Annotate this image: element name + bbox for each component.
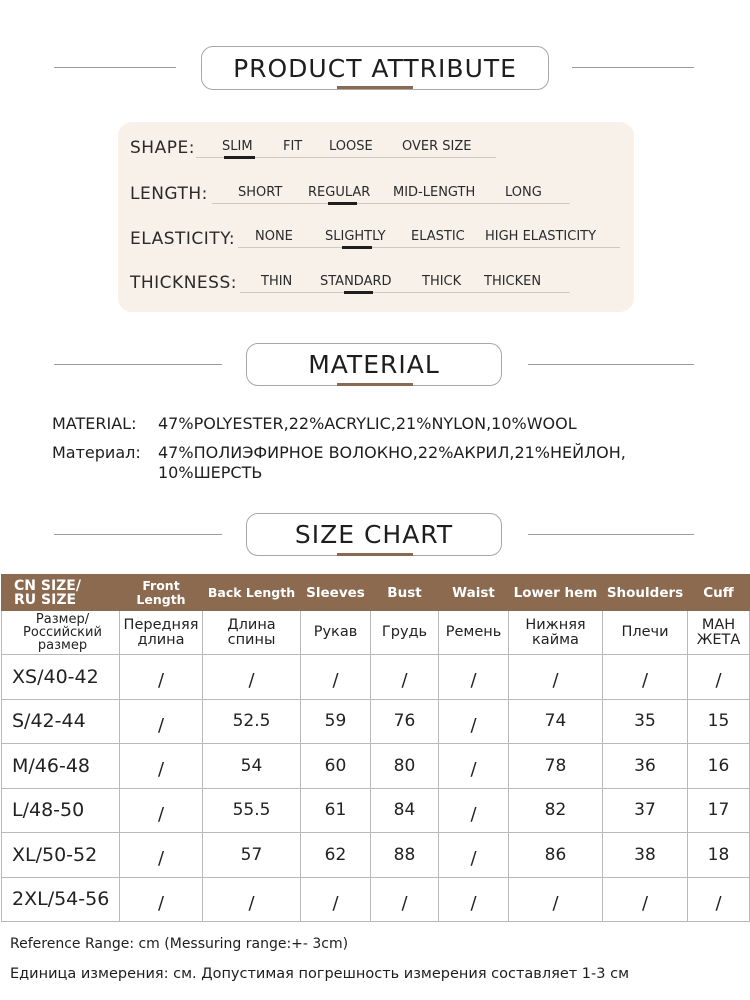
cell-waist: / xyxy=(439,699,509,744)
table-row xyxy=(2,744,750,789)
cell-cuff: 16 xyxy=(688,744,750,789)
table-row xyxy=(2,699,750,744)
cell-front-length: / xyxy=(120,655,203,700)
cell-shoulders: 36 xyxy=(603,744,688,789)
header-ru-bust: Грудь xyxy=(371,611,439,655)
length-option-long: LONG xyxy=(505,185,542,200)
cell-shoulders: / xyxy=(603,655,688,700)
header-shoulders: Shoulders xyxy=(603,575,688,611)
header-ru-cuff: МАН ЖЕТА xyxy=(688,611,750,655)
cell-waist: / xyxy=(439,833,509,878)
cell-cuff: 17 xyxy=(688,788,750,833)
material-value-ru-line2: 10%ШЕРСТЬ xyxy=(158,463,263,482)
header-back-length: Back Length xyxy=(203,575,301,611)
cell-back-length: 52.5 xyxy=(203,699,301,744)
header-waist: Waist xyxy=(439,575,509,611)
cell-cuff: 15 xyxy=(688,699,750,744)
cell-lower-hem: / xyxy=(509,655,603,700)
cell-bust: 76 xyxy=(371,699,439,744)
cell-back-length: 55.5 xyxy=(203,788,301,833)
material-label-en: MATERIAL: xyxy=(52,414,137,433)
size-header-row-ru xyxy=(2,611,750,655)
cell-size: S/42-44 xyxy=(2,699,120,744)
shape-option-slim: SLIM xyxy=(222,139,253,154)
thickness-option-standard: STANDARD xyxy=(320,274,392,289)
header-lower-hem: Lower hem xyxy=(509,575,603,611)
cell-bust: 88 xyxy=(371,833,439,878)
title-accent-underline xyxy=(337,86,413,89)
title-accent-underline xyxy=(337,553,413,556)
title-accent-underline xyxy=(337,383,413,386)
reference-range-en: Reference Range: cm (Messuring range:+- 3cm) xyxy=(10,936,349,952)
cell-lower-hem: 86 xyxy=(509,833,603,878)
divider-left xyxy=(54,364,222,365)
elasticity-rule xyxy=(238,247,620,248)
length-option-mid-length: MID-LENGTH xyxy=(393,185,476,200)
shape-option-over-size: OVER SIZE xyxy=(402,139,472,154)
shape-selected-marker xyxy=(224,156,255,159)
cell-size: M/46-48 xyxy=(2,744,120,789)
cell-front-length: / xyxy=(120,833,203,878)
cell-shoulders: 35 xyxy=(603,699,688,744)
header-cuff: Cuff xyxy=(688,575,750,611)
header-ru-sleeves: Рукав xyxy=(301,611,371,655)
thickness-option-thick: THICK xyxy=(422,274,462,289)
cell-bust: 84 xyxy=(371,788,439,833)
size-header-row-en xyxy=(2,575,750,611)
thickness-option-thicken: THICKEN xyxy=(484,274,542,289)
table-row xyxy=(2,877,750,922)
header-bust: Bust xyxy=(371,575,439,611)
size-chart-table xyxy=(1,574,750,922)
divider-right xyxy=(528,364,694,365)
header-ru-lower-hem: Нижняя кайма xyxy=(509,611,603,655)
material-label-ru: Материал: xyxy=(52,443,141,462)
table-row xyxy=(2,788,750,833)
elasticity-option-elastic: ELASTIC xyxy=(411,229,465,244)
cell-shoulders: 37 xyxy=(603,788,688,833)
thickness-option-thin: THIN xyxy=(261,274,293,289)
thickness-label: THICKNESS: xyxy=(130,273,237,293)
divider-right xyxy=(528,534,694,535)
size-chart-title: SIZE CHART xyxy=(246,513,502,556)
cell-sleeves: 61 xyxy=(301,788,371,833)
table-row xyxy=(2,833,750,878)
length-option-regular: REGULAR xyxy=(308,185,371,200)
cell-lower-hem: 74 xyxy=(509,699,603,744)
cell-size: XL/50-52 xyxy=(2,833,120,878)
cell-back-length: 54 xyxy=(203,744,301,789)
header-cn-size xyxy=(2,575,120,611)
cell-lower-hem: 78 xyxy=(509,744,603,789)
elasticity-option-none: NONE xyxy=(255,229,293,244)
divider-left xyxy=(54,534,222,535)
cell-waist: / xyxy=(439,788,509,833)
length-rule xyxy=(212,203,570,204)
cell-waist: / xyxy=(439,655,509,700)
cell-front-length: / xyxy=(120,877,203,922)
cell-cuff: / xyxy=(688,877,750,922)
cell-sleeves: 60 xyxy=(301,744,371,789)
material-value-en: 47%POLYESTER,22%ACRYLIC,21%NYLON,10%WOOL xyxy=(158,414,577,433)
cell-cuff: / xyxy=(688,655,750,700)
cell-size: L/48-50 xyxy=(2,788,120,833)
cell-sleeves: / xyxy=(301,877,371,922)
material-title: MATERIAL xyxy=(246,343,502,386)
divider-left xyxy=(54,67,176,68)
cell-shoulders: / xyxy=(603,877,688,922)
header-ru-waist: Ремень xyxy=(439,611,509,655)
cell-waist: / xyxy=(439,744,509,789)
header-sleeves: Sleeves xyxy=(301,575,371,611)
cell-front-length: / xyxy=(120,744,203,789)
cell-sleeves: / xyxy=(301,655,371,700)
shape-option-loose: LOOSE xyxy=(329,139,373,154)
cell-lower-hem: 82 xyxy=(509,788,603,833)
elasticity-selected-marker xyxy=(342,246,372,249)
cell-lower-hem: / xyxy=(509,877,603,922)
cell-size: XS/40-42 xyxy=(2,655,120,700)
header-ru-front-length: Передняя длина xyxy=(120,611,203,655)
cell-back-length: / xyxy=(203,655,301,700)
material-value-ru-line1: 47%ПОЛИЭФИРНОЕ ВОЛОКНО,22%АКРИЛ,21%НЕЙЛОН, xyxy=(158,443,626,462)
shape-label: SHAPE: xyxy=(130,138,195,158)
length-option-short: SHORT xyxy=(238,185,283,200)
cell-cuff: 18 xyxy=(688,833,750,878)
elasticity-label: ELASTICITY: xyxy=(130,229,236,249)
cell-bust: / xyxy=(371,877,439,922)
cell-size: 2XL/54-56 xyxy=(2,877,120,922)
thickness-selected-marker xyxy=(344,291,373,294)
length-selected-marker xyxy=(328,202,357,205)
elasticity-option-high-elasticity: HIGH ELASTICITY xyxy=(485,229,597,244)
header-front-length: Front Length xyxy=(120,575,203,611)
table-row xyxy=(2,655,750,700)
thickness-rule xyxy=(240,292,570,293)
cell-waist: / xyxy=(439,877,509,922)
cell-front-length: / xyxy=(120,699,203,744)
cell-bust: 80 xyxy=(371,744,439,789)
product-attribute-title: PRODUCT ATTRIBUTE xyxy=(201,46,549,90)
cell-sleeves: 62 xyxy=(301,833,371,878)
cell-shoulders: 38 xyxy=(603,833,688,878)
reference-range-ru: Единица измерения: см. Допустимая погрешность измерения составляет 1-3 см xyxy=(10,966,630,982)
cell-back-length: 57 xyxy=(203,833,301,878)
elasticity-option-slightly: SLIGHTLY xyxy=(325,229,386,244)
divider-right xyxy=(572,67,694,68)
header-cell-text: CN SIZE/ RU SIZE xyxy=(14,577,81,608)
cell-sleeves: 59 xyxy=(301,699,371,744)
cell-front-length: / xyxy=(120,788,203,833)
header-ru-back-length: Длина спины xyxy=(203,611,301,655)
header-ru-size: Размер/ Российский размер xyxy=(2,611,120,655)
cell-bust: / xyxy=(371,655,439,700)
cell-back-length: / xyxy=(203,877,301,922)
length-label: LENGTH: xyxy=(130,184,208,204)
header-ru-shoulders: Плечи xyxy=(603,611,688,655)
shape-option-fit: FIT xyxy=(283,139,303,154)
